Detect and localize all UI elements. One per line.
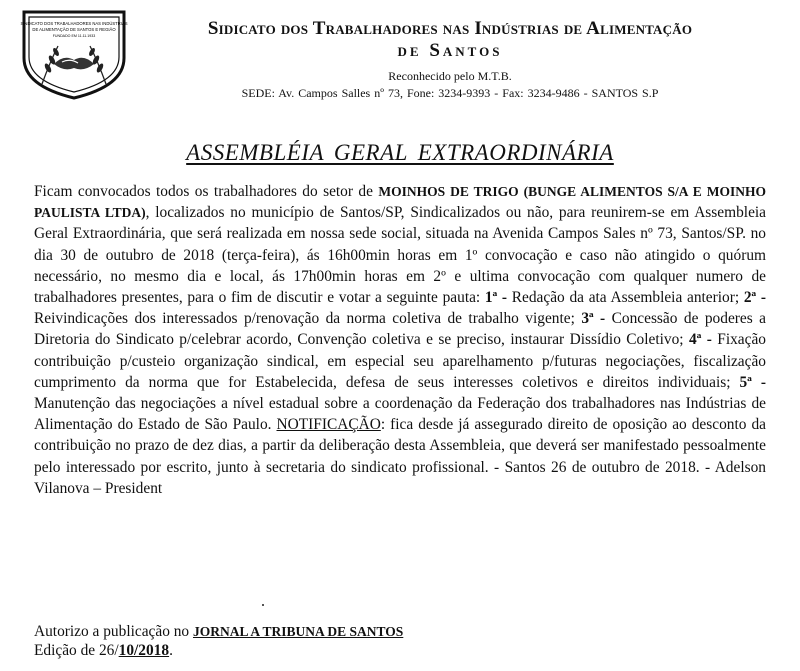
- union-logo: [14, 6, 134, 102]
- publication-prefix: Autorizo a publicação no: [34, 623, 193, 640]
- notice-title: [0, 140, 800, 166]
- notification-label: NOTIFICAÇÃO: [276, 416, 381, 434]
- edition-date: 10/2018: [118, 642, 170, 659]
- agenda-item-3: Concessão de poderes a Diretoria do Sindicato p/celebrar acordo, Convenção coletiva e se preciso, instaurar Dissídio Coletivo;: [34, 310, 766, 349]
- notice-body: [34, 181, 766, 499]
- agenda-item-4: Fixação contribuição p/custeio organização sindical, em especial seu aparelhamento p/futuras negociações, fiscalização cumprimento da norma que for Estabelecida, defesa de seus interesses coletivos e direitos individuais;: [34, 331, 766, 391]
- agenda-item-5: Manutenção das negociações a nível estadual sobre a coordenação da Federação dos trabalhadores nas Indústrias de Alimentação do Estado de São Paulo.: [34, 395, 766, 434]
- org-name-line1: Sidicato dos Trabalhadores nas Indústrias de Alimentação: [207, 18, 693, 39]
- logo-text-3: FUNDADO EM 11.11.1933: [52, 34, 96, 38]
- logo-text-1: SINDICATO DOS TRABALHADORES NAS INDÚSTRIAS: [20, 21, 128, 26]
- recognition-text: Reconhecido pelo M.T.B.: [388, 69, 512, 83]
- edition-suffix: .: [169, 642, 173, 659]
- org-name-line2: de Santos: [397, 40, 503, 61]
- agenda-item-1: Redação da ata Assembleia anterior;: [507, 289, 744, 307]
- agenda-number-3: 3ª -: [581, 310, 606, 328]
- notification-text: : fica desde já assegurado direito de oposição ao desconto da contribuição no prazo de dez dias, a partir da deliberação desta Assembleia, que deverá ser manifestado pessoalmente pelo interessado por escrito, junto à secretaria do sindicato profissional. - Santos 26 de outubro de 2018. - Adelson Vilanova – President: [34, 416, 766, 497]
- edition-line: [34, 641, 403, 660]
- newspaper-name: JORNAL A TRIBUNA DE SANTOS: [192, 624, 404, 639]
- notice-title-text: ASSEMBLÉIA GERAL EXTRAORDINÁRIA: [186, 140, 614, 165]
- agenda-number-5: 5ª -: [739, 373, 766, 391]
- address-line: SEDE: Av. Campos Salles nº 73, Fone: 3234-9393 - Fax: 3234-9486 - SANTOS S.P: [241, 86, 659, 100]
- edition-prefix: Edição de 26/: [34, 642, 119, 659]
- body-intro: Ficam convocados todos os trabalhadores do setor de: [34, 183, 379, 200]
- logo-text-2: DE ALIMENTAÇÃO DE SANTOS E REGIÃO: [32, 27, 116, 32]
- scan-speck: [262, 604, 264, 606]
- letterhead: [140, 18, 760, 100]
- agenda-number-1: 1ª -: [484, 289, 508, 307]
- agenda-item-2: Reivindicações dos interessados p/renovação da norma coletiva de trabalho vigente;: [34, 310, 582, 328]
- body-details: , localizados no município de Santos/SP, Sindicalizados ou não, para reunirem-se em Assembleia Geral Extraordinária, que será realizada em nossa sede social, situada na Avenida Campos Sales nº 73, Santos/SP. no dia 30 de outubro de 2018 (terça-feira), ás 16h00min horas em 1º convocação e caso não atingido o quórum necessário, no mesmo dia e local, ás 17h00min horas em 2º e ultima convocação com qualquer numero de trabalhadores presentes, para o fim de discutir e votar a seguinte pauta:: [34, 204, 767, 307]
- publication-footer: [34, 622, 403, 660]
- publication-line: [34, 622, 403, 641]
- agenda-number-2: 2ª -: [743, 289, 766, 307]
- body-companies: MOINHOS DE TRIGO (BUNGE ALIMENTOS S/A E MOINHO PAULISTA LTDA): [34, 184, 766, 221]
- agenda-number-4: 4ª -: [689, 331, 712, 349]
